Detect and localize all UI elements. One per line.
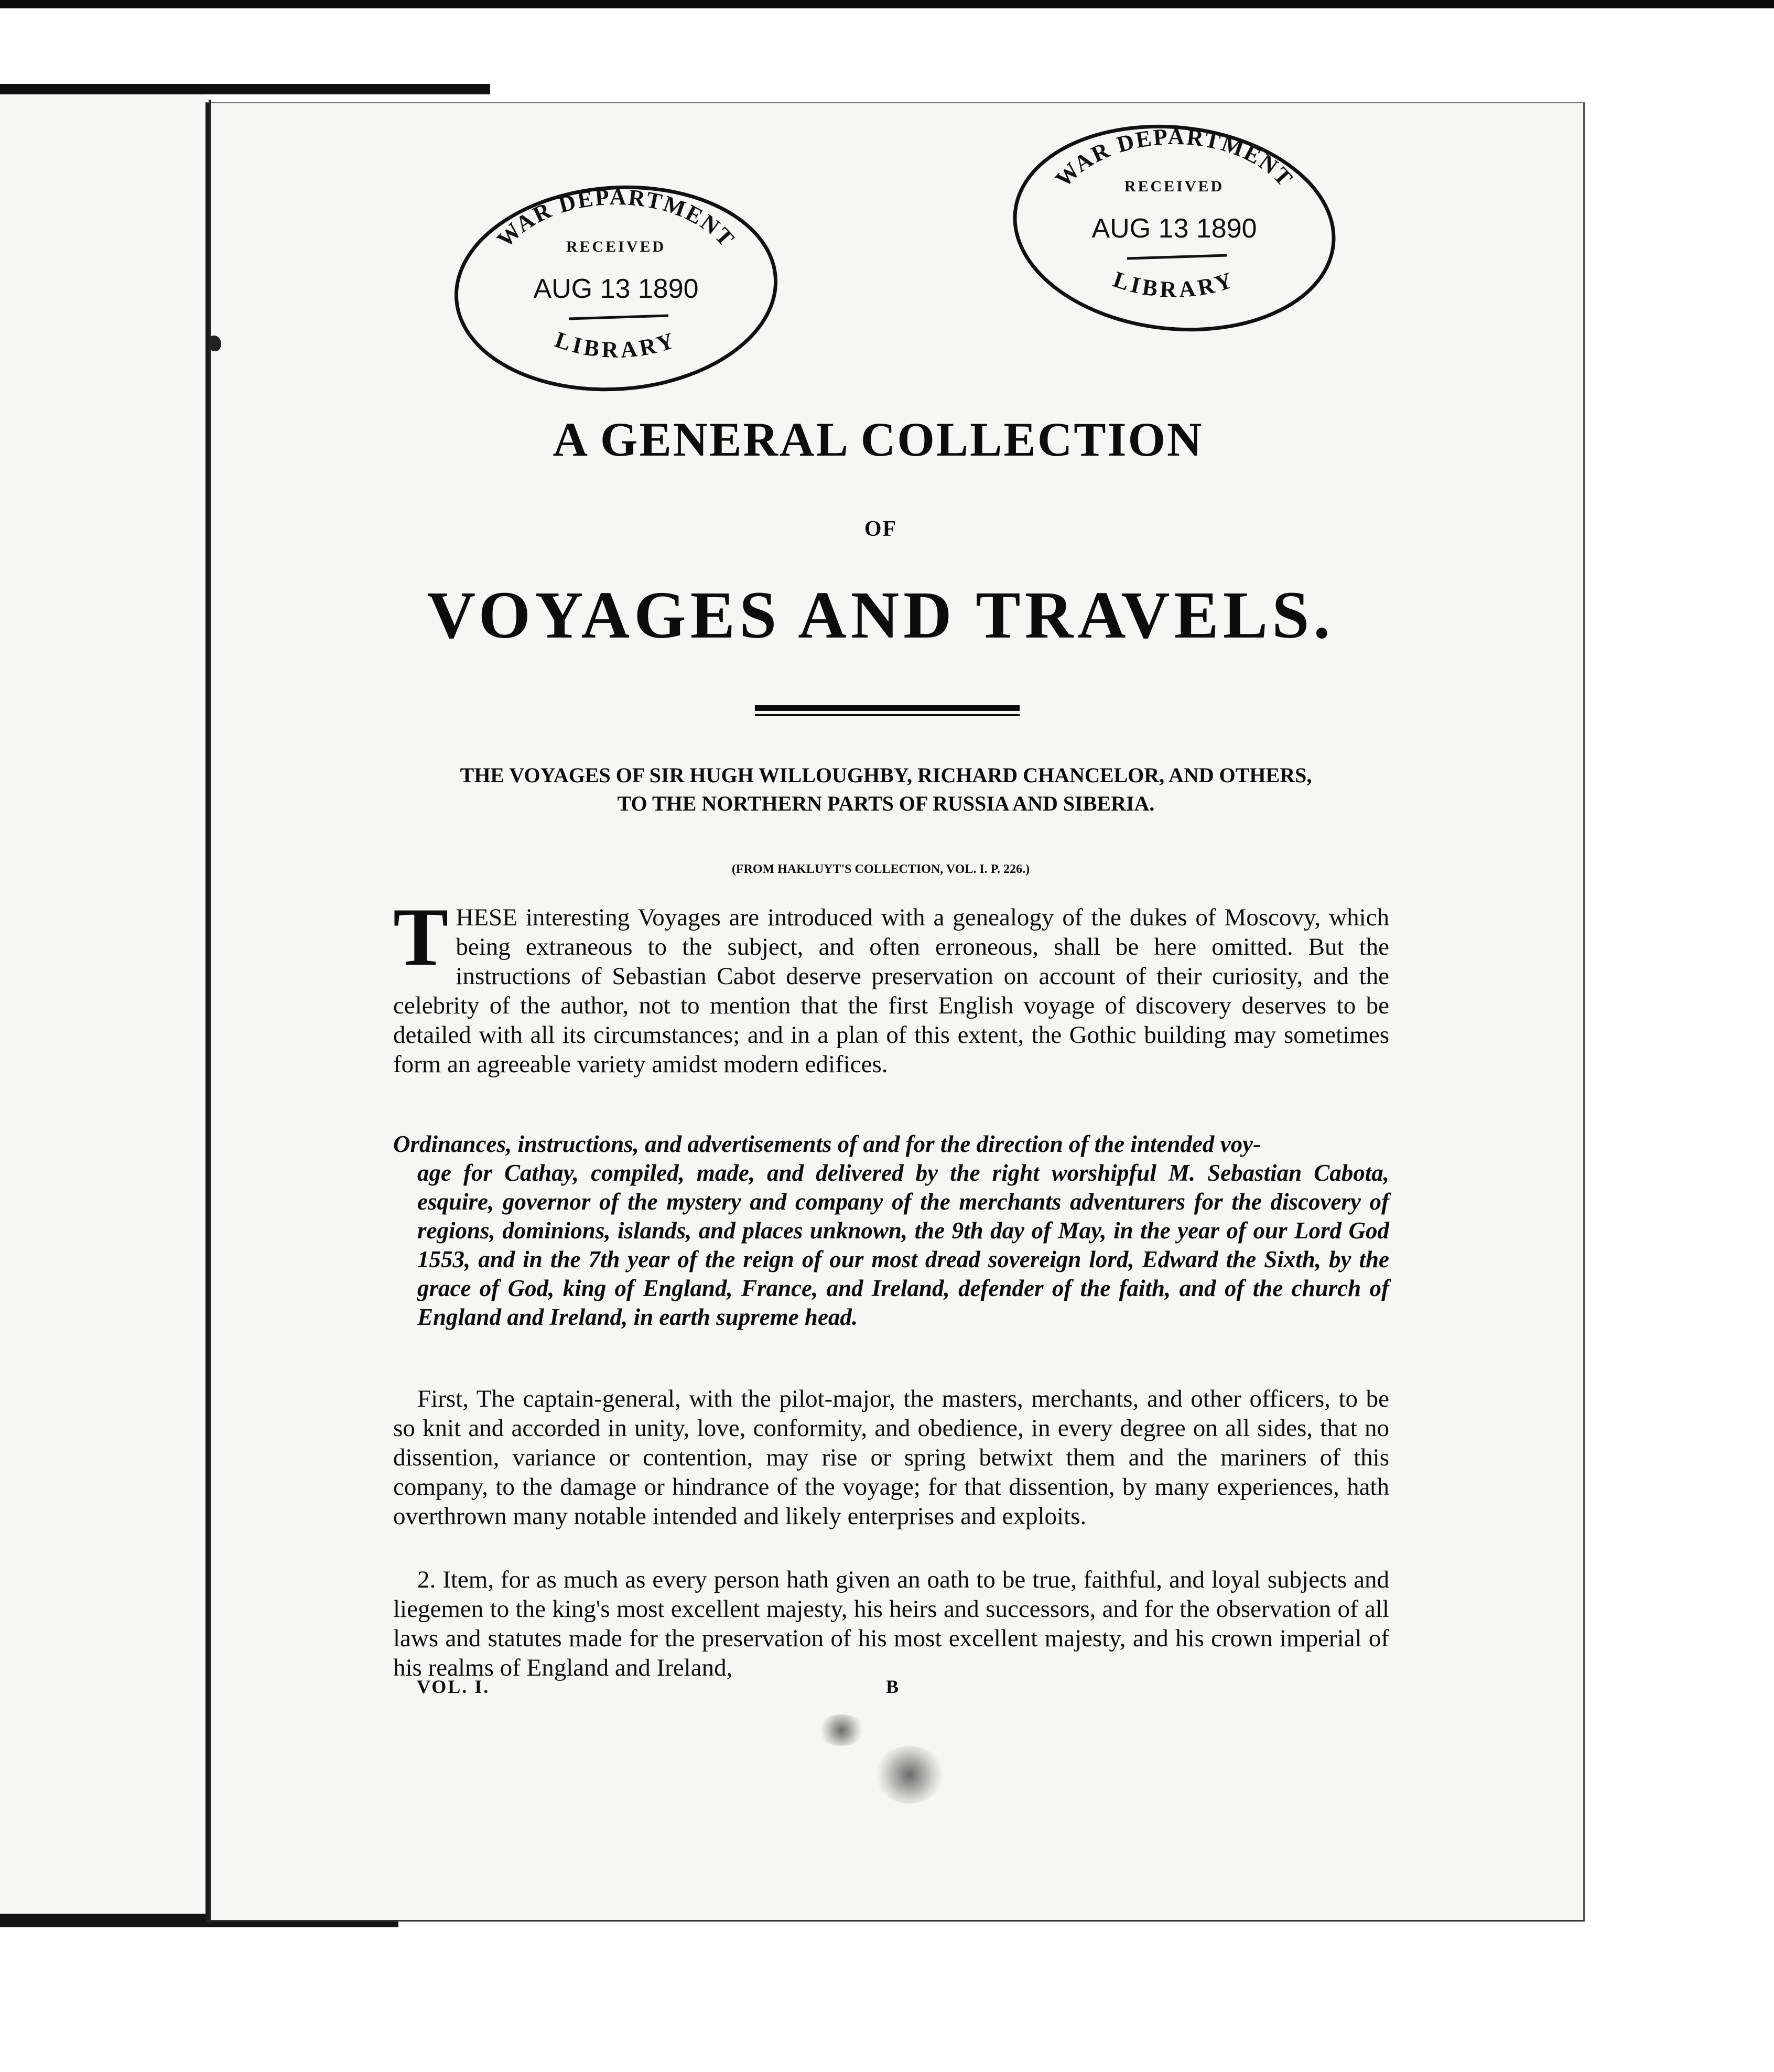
library-stamp-left	[448, 178, 784, 398]
ordinances-first-line: Ordinances, instructions, and advertisements of and for the direction of the intended voy-	[393, 1131, 1261, 1157]
title-collection: A GENERAL COLLECTION	[553, 413, 1204, 466]
stamp-line-library: LIBRARY	[1110, 266, 1239, 303]
signature-mark: B	[886, 1676, 899, 1697]
stamp-line-received: RECEIVED	[1124, 178, 1225, 195]
page-marker	[209, 336, 221, 351]
chapter-heading-line-1: THE VOYAGES OF SIR HUGH WILLOUGHBY, RICHARD CHANCELOR, AND OTHERS,	[460, 763, 1312, 787]
title-of: OF	[864, 517, 897, 541]
stamp-date: AUG 13 1890	[1091, 213, 1257, 244]
chapter-heading-line-2: TO THE NORTHERN PARTS OF RUSSIA AND SIBERIA.	[617, 792, 1155, 815]
ink-smudge	[818, 1714, 865, 1746]
library-stamp-right	[1007, 118, 1342, 338]
facing-page	[0, 87, 205, 1922]
page-gutter-edge	[209, 100, 211, 1924]
stamp-line-war-department: WAR DEPARTMENT	[492, 184, 740, 253]
svg-text:LIBRARY	[552, 327, 680, 363]
ordinances-continuation: age for Cathay, compiled, made, and delivered by the right worshipful M. Sebastian Cabota, esquire, governor of the mystery and company of the merchants adventurers for the discovery of regions, dominions, islands, and places unknown, the 9th day of May, in the year of our Lord God 1553, and in the 7th year of the reign of our most dread sovereign lord, Edward the Sixth, by the grace of God, king of England, France, and Ireland, defender of the faith, and of the church of England and Ireland, in earth supreme head.	[417, 1160, 1389, 1330]
binding-strip-top	[0, 84, 490, 94]
ordinances-heading	[393, 1130, 1389, 1332]
chapter-heading	[388, 761, 1384, 818]
intro-text: HESE interesting Voyages are introduced with a genealogy of the dukes of Moscovy, which being extraneous to the subject, and often erroneous, shall be here omitted. But the instructions of Sebastian Cabot deserve preservation on account of their curiosity, and the celebrity of the author, not to mention that the first English voyage of discovery deserves to be detailed with all its circumstances; and in a plan of this extent, the Gothic building may sometimes form an agreeable variety amidst modern edifices.	[393, 904, 1389, 1078]
second-item-paragraph: 2. Item, for as much as every person hath given an oath to be true, faithful, and loyal subjects and liegemen to the king's most excellent majesty, his heirs and successors, and for the observation of all laws and statutes made for the preservation of his most excellent majesty, and his crown imperial of his realms of England and Ireland,	[393, 1566, 1389, 1681]
svg-text:LIBRARY	[1110, 266, 1239, 303]
stamp-line-war-department: WAR DEPARTMENT	[1050, 123, 1299, 192]
title-divider-thin	[755, 714, 1020, 716]
drop-cap: T	[393, 891, 449, 983]
stamp-date: AUG 13 1890	[533, 274, 699, 304]
intro-paragraph	[393, 891, 1389, 1079]
volume-footer: VOL. I.	[417, 1676, 490, 1697]
stamp-line-received: RECEIVED	[566, 238, 666, 255]
title-voyages-and-travels: VOYAGES AND TRAVELS.	[427, 578, 1335, 652]
stamp-line-library: LIBRARY	[551, 326, 680, 363]
ink-smudge	[875, 1746, 944, 1804]
scan-border-top	[0, 0, 1774, 8]
first-item-paragraph: First, The captain-general, with the pilot-major, the masters, merchants, and other officers, to be so knit and accorded in unity, love, conformity, and obedience, in every degree on all sides, that no dissention, variance or contention, may rise or spring betwixt them and the mariners of this company, to the damage or hindrance of the voyage; for that dissention, by many experiences, hath overthrown many notable intended and likely enterprises and exploits.	[393, 1385, 1389, 1530]
title-divider-thick	[755, 705, 1020, 711]
source-citation: (FROM HAKLUYT'S COLLECTION, VOL. I. P. 226.)	[731, 862, 1030, 876]
